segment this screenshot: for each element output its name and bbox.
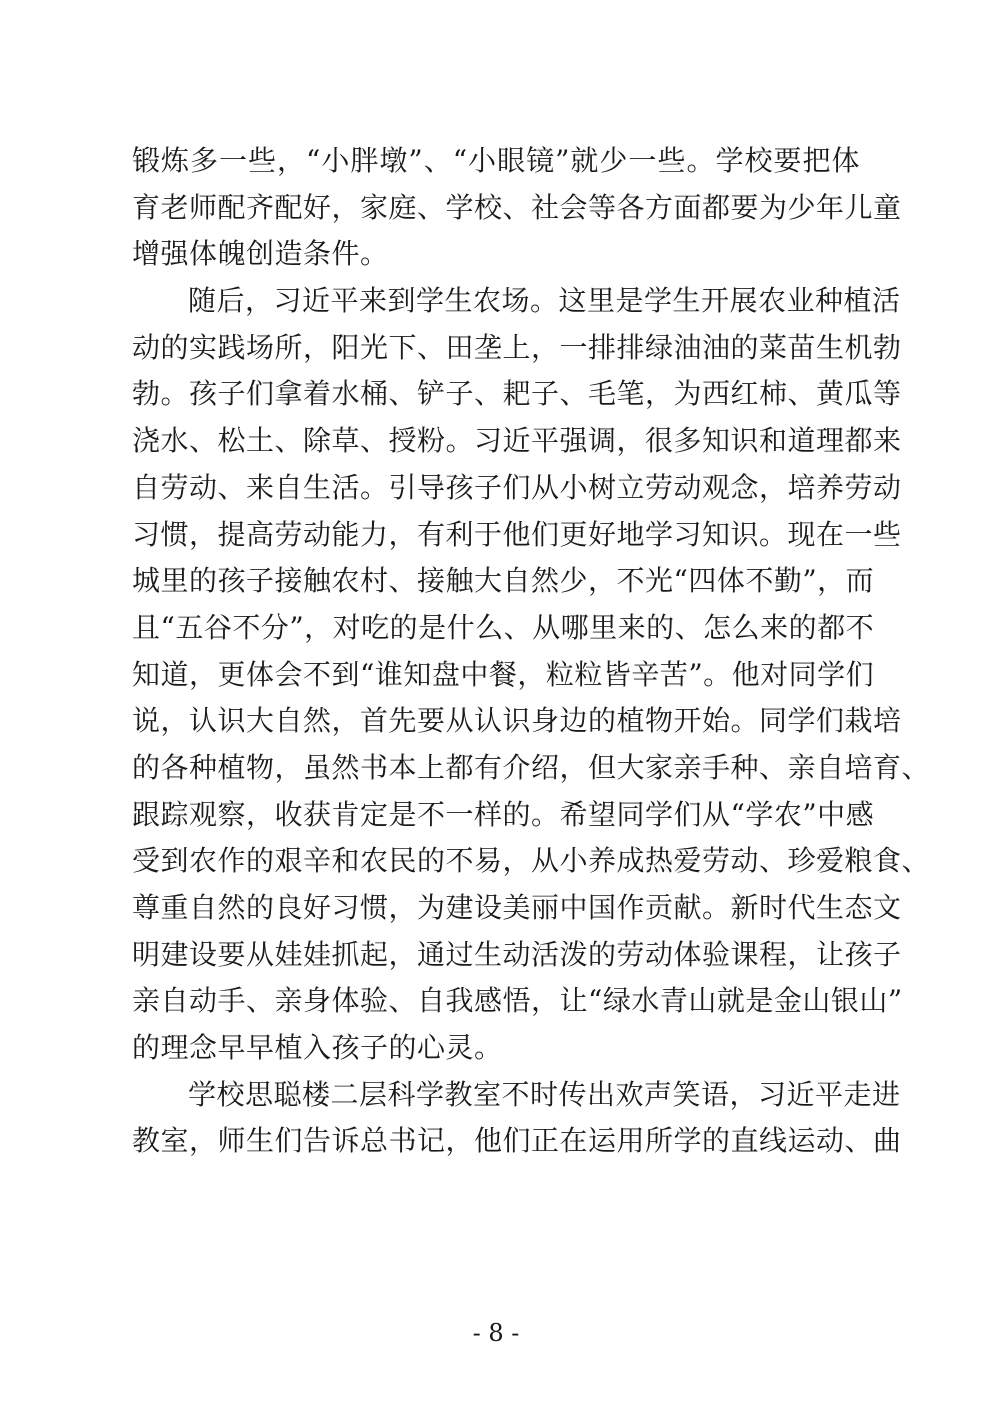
body-text [132,138,931,1165]
paragraph-2-line-14: 尊重自然的良好习惯，为建设美丽中国作贡献。新时代生态文 [132,891,902,924]
paragraph-2-line-4: 浇水、松土、除草、授粉。习近平强调，很多知识和道理都来 [132,424,902,458]
paragraph-2-line-6: 习惯，提高劳动能力，有利于他们更好地学习知识。现在一些 [132,517,902,551]
paragraph-2-line-13: 受到农作的艰辛和农民的不易，从小养成热爱劳动、珍爱粮食、 [132,844,931,878]
paragraph-2-line-1: 随后，习近平来到学生农场。这里是学生开展农业种植活 [188,284,901,318]
paragraph-2-line-7: 城里的孩子接触农村、接触大自然少，不光“四体不勤”，而 [132,564,875,598]
paragraph-1-line-1: 锻炼多一些，“小胖墩”、“小眼镜”就少一些。学校要把体 [132,144,860,177]
page-number: - 8 - [472,1319,520,1347]
paragraph-2-line-10: 说，认识大自然，首先要从认识身边的植物开始。同学们栽培 [132,704,902,738]
paragraph-2-line-2: 动的实践场所，阳光下、田垄上，一排排绿油油的菜苗生机勃 [132,330,902,364]
paragraph-1-line-2: 育老师配齐配好，家庭、学校、社会等各方面都要为少年儿童 [132,190,902,224]
paragraph-3-line-2: 教室，师生们告诉总书记，他们正在运用所学的直线运动、曲 [132,1124,902,1158]
paragraph-2-line-16: 亲自动手、亲身体验、自我感悟，让“绿水青山就是金山银山” [132,984,903,1018]
paragraph-2-line-12: 跟踪观察，收获肯定是不一样的。希望同学们从“学农”中感 [132,797,875,831]
paragraph-1-line-3: 增强体魄创造条件。 [132,237,389,271]
paragraph-3-line-1: 学校思聪楼二层科学教室不时传出欢声笑语，习近平走进 [188,1077,901,1111]
paragraph-2-line-15: 明建设要从娃娃抓起，通过生动活泼的劳动体验课程，让孩子 [132,937,902,971]
paragraph-2-line-9: 知道，更体会不到“谁知盘中餐，粒粒皆辛苦”。他对同学们 [132,657,875,691]
paragraph-2-line-8: 且“五谷不分”，对吃的是什么、从哪里来的、怎么来的都不 [132,610,875,644]
paragraph-2-line-3: 勃。孩子们拿着水桶、铲子、耙子、毛笔，为西红柿、黄瓜等 [132,377,902,411]
paragraph-2-line-11: 的各种植物，虽然书本上都有介绍，但大家亲手种、亲自培育、 [132,750,931,784]
paragraph-2-line-17: 的理念早早植入孩子的心灵。 [132,1031,503,1065]
paragraph-2-line-5: 自劳动、来自生活。引导孩子们从小树立劳动观念，培养劳动 [132,470,902,504]
